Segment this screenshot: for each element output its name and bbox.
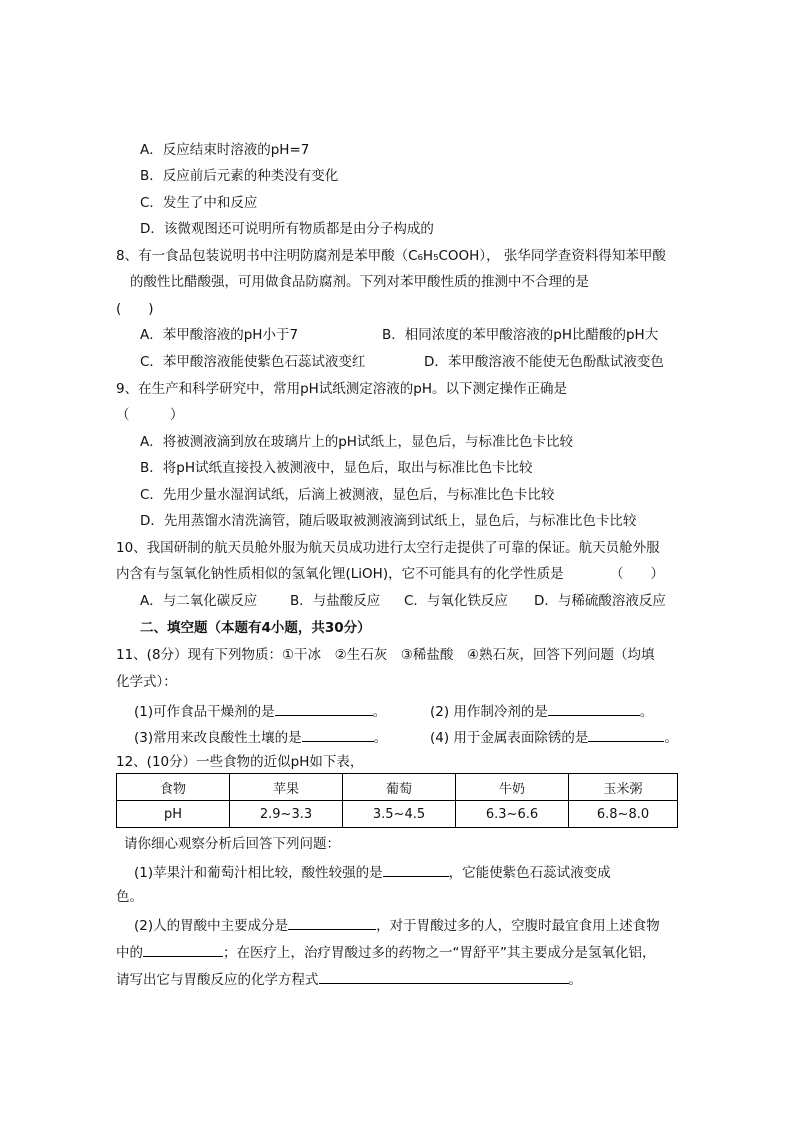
q12-part2-equation-label: 请写出它与胃酸反应的化学方程式	[116, 972, 319, 988]
table-header-cell: 牛奶	[456, 774, 569, 801]
q11-part3-end: 。	[373, 730, 388, 746]
q11-part1-label: (1)可作食品干燥剂的是	[134, 704, 275, 720]
table-header-row	[117, 774, 678, 801]
q10-option-a: A．与二氧化碳反应	[140, 593, 258, 609]
q12-intro: 12、(10分）一些食物的近似pH如下表，	[116, 754, 364, 770]
q11-part1-blank[interactable]	[275, 701, 373, 716]
q8-option-a: A．苯甲酸溶液的pH小于7	[140, 327, 299, 343]
table-cell: 3.5~4.5	[343, 801, 456, 828]
q7-option-c: C．发生了中和反应	[140, 195, 258, 211]
q11-part4-label: (4) 用于金属表面除锈的是	[430, 730, 589, 746]
q8-stem-line1: 8、有一食品包装说明书中注明防腐剂是苯甲酸（C₆H₅COOH）， 张华同学查资料得知苯甲酸	[116, 248, 666, 264]
q8-option-d: D．苯甲酸溶液不能使无色酚酞试液变色	[424, 354, 664, 370]
table-header-cell: 食物	[117, 774, 230, 801]
q12-part1-line2: 色。	[116, 889, 143, 905]
q10-stem-line2: 内含有与氢氧化钠性质相似的氢氧化锂(LiOH)，它不可能具有的化学性质是	[116, 566, 564, 582]
q11-part2-end: 。	[639, 704, 654, 720]
q12-part2-blank2[interactable]	[143, 942, 223, 957]
q9-option-d: D．先用蒸馏水清洗滴管，随后吸取被测液滴到试纸上，显色后，与标准比色卡比较	[140, 513, 637, 529]
q7-option-a: A．反应结束时溶液的pH=7	[140, 142, 310, 158]
food-ph-table	[116, 773, 678, 828]
q12-part1-label: (1)苹果汁和葡萄汁相比较，酸性较强的是	[134, 865, 383, 881]
q11-part3-blank[interactable]	[302, 727, 374, 742]
q11-stem-line2: 化学式）：	[116, 674, 177, 690]
q12-part2-end: 。	[568, 972, 582, 988]
q10-option-c: C．与氧化铁反应	[404, 593, 508, 609]
q8-option-b: B．相同浓度的苯甲酸溶液的pH比醋酸的pH大	[382, 327, 659, 343]
q11-part4	[430, 727, 678, 747]
q11-part2-label: (2) 用作制冷剂的是	[430, 704, 548, 720]
table-header-cell: 苹果	[230, 774, 343, 801]
q11-part4-blank[interactable]	[588, 727, 664, 742]
q8-option-c: C．苯甲酸溶液能使紫色石蕊试液变红	[140, 354, 366, 370]
q10-stem-line1: 10、我国研制的航天员舱外服为航天员成功进行太空行走提供了可靠的保证。航天员舱外服	[116, 540, 660, 556]
q10-answer-paren: （ ）	[610, 566, 664, 582]
table-cell: 6.8~8.0	[569, 801, 678, 828]
q11-part3-label: (3)常用来改良酸性土壤的是	[134, 730, 302, 746]
q9-option-b: B．将pH试纸直接投入被测液中，显色后，取出与标准比色卡比较	[140, 460, 533, 476]
q9-option-c: C．先用少量水湿润试纸，后滴上被测液，显色后，与标准比色卡比较	[140, 487, 555, 503]
q9-answer-paren: （ ）	[116, 407, 184, 423]
q12-part1-line1	[134, 862, 611, 882]
table-cell: 2.9~3.3	[230, 801, 343, 828]
q12-prompt: 请你细心观察分析后回答下列问题：	[124, 836, 340, 852]
q8-answer-paren: ( )	[116, 301, 154, 317]
table-header-cell: 葡萄	[343, 774, 456, 801]
q11-part4-end: 。	[664, 730, 678, 746]
q12-part2-tail: ，对于胃酸过多的人，空腹时最宜食用上述食物	[376, 918, 660, 934]
q10-option-b: B．与盐酸反应	[290, 593, 381, 609]
q12-part2-line3	[116, 969, 582, 989]
q9-stem-line1: 9、在生产和科学研究中，常用pH试纸测定溶液的pH。以下测定操作正确是	[116, 381, 568, 397]
q12-part2-blank1[interactable]	[288, 915, 376, 930]
q12-part2-label: (2)人的胃酸中主要成分是	[134, 918, 289, 934]
q12-part2-line1	[134, 915, 660, 935]
q10-option-d: D．与稀硫酸溶液反应	[534, 593, 666, 609]
q12-part1-blank[interactable]	[383, 862, 449, 877]
q7-option-d: D．该微观图还可说明所有物质都是由分子构成的	[140, 221, 434, 237]
table-row	[117, 801, 678, 828]
table-header-cell: 玉米粥	[569, 774, 678, 801]
q12-part2-prefix: 中的	[116, 945, 143, 961]
q12-part2-line2	[116, 942, 656, 962]
q12-equation-blank[interactable]	[319, 969, 569, 984]
q8-stem-line2: 的酸性比醋酸强，可用做食品防腐剂。下列对苯甲酸性质的推测中不合理的是	[130, 274, 589, 290]
q11-part3	[134, 727, 387, 747]
q12-part1-tail: ，它能使紫色石蕊试液变成	[448, 865, 611, 881]
q11-part2	[430, 701, 653, 721]
q7-option-b: B．反应前后元素的种类没有变化	[140, 168, 339, 184]
table-cell: 6.3~6.6	[456, 801, 569, 828]
q11-part1-end: 。	[372, 704, 387, 720]
q12-part2-text: ；在医疗上，治疗胃酸过多的药物之一“胃舒平”其主要成分是氢氧化铝，	[223, 945, 656, 961]
q11-part1	[134, 701, 386, 721]
section-heading: 二、填空题（本题有4小题，共30分）	[140, 620, 371, 636]
q11-part2-blank[interactable]	[548, 701, 640, 716]
table-cell: pH	[117, 801, 230, 828]
q9-option-a: A．将被测液滴到放在玻璃片上的pH试纸上，显色后，与标准比色卡比较	[140, 434, 573, 450]
q11-stem-line1: 11、(8分）现有下列物质：①干冰 ②生石灰 ③稀盐酸 ④熟石灰，回答下列问题（均填	[116, 647, 655, 663]
